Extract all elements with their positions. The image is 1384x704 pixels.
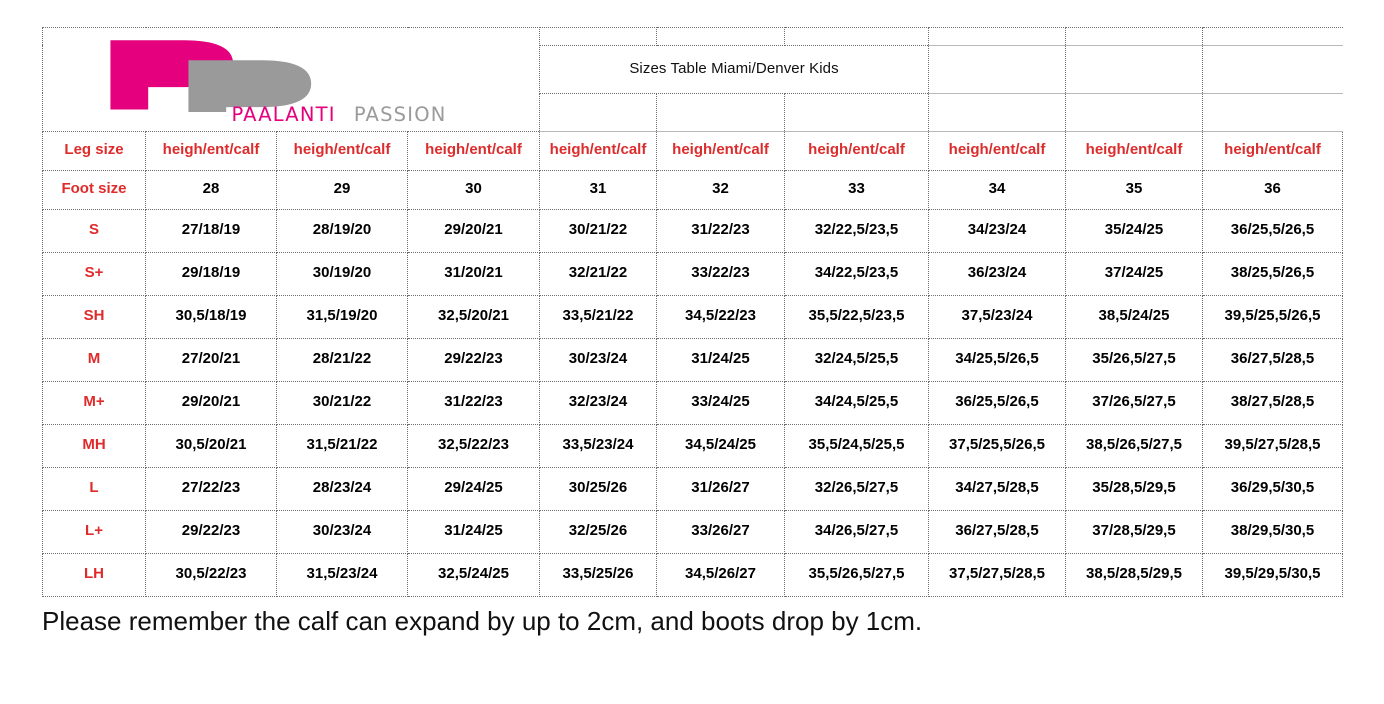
- leg-size-value: SH: [43, 295, 146, 338]
- measure-cell: 34,5/26/27: [657, 553, 785, 596]
- measure-cell: 35/24/25: [1066, 209, 1203, 252]
- leg-size-value: M: [43, 338, 146, 381]
- measure-cell: 34/25,5/26,5: [929, 338, 1066, 381]
- measure-cell: 30,5/18/19: [146, 295, 277, 338]
- leg-size-value: LH: [43, 553, 146, 596]
- measure-cell: 36/25,5/26,5: [1203, 209, 1343, 252]
- header-blank-cell: [657, 28, 785, 46]
- header-blank-cell: [785, 93, 929, 131]
- measure-cell: 36/27,5/28,5: [929, 510, 1066, 553]
- measure-cell: 29/24/25: [408, 467, 540, 510]
- measure-cell: 31/22/23: [408, 381, 540, 424]
- measure-header: heigh/ent/calf: [146, 131, 277, 170]
- measure-cell: 27/20/21: [146, 338, 277, 381]
- measure-cell: 32,5/24/25: [408, 553, 540, 596]
- foot-size-header: 31: [540, 170, 657, 209]
- header-blank-cell: [929, 45, 1066, 93]
- measure-cell: 37/24/25: [1066, 252, 1203, 295]
- header-blank-cell: [1203, 93, 1343, 131]
- leg-size-value: L: [43, 467, 146, 510]
- measure-cell: 31/24/25: [657, 338, 785, 381]
- header-band-row-top: [43, 28, 1343, 46]
- table-row: [43, 424, 1343, 467]
- measure-cell: 36/23/24: [929, 252, 1066, 295]
- measure-cell: 32/25/26: [540, 510, 657, 553]
- measure-cell: 31,5/23/24: [277, 553, 408, 596]
- foot-size-header-row: [43, 170, 1343, 209]
- measure-cell: 39,5/27,5/28,5: [1203, 424, 1343, 467]
- foot-size-header: 34: [929, 170, 1066, 209]
- measure-header: heigh/ent/calf: [1203, 131, 1343, 170]
- measure-cell: 34/24,5/25,5: [785, 381, 929, 424]
- table-row: [43, 553, 1343, 596]
- measure-cell: 30/21/22: [277, 381, 408, 424]
- measure-header: heigh/ent/calf: [408, 131, 540, 170]
- measure-cell: 31/20/21: [408, 252, 540, 295]
- measure-cell: 30/21/22: [540, 209, 657, 252]
- measure-cell: 34,5/24/25: [657, 424, 785, 467]
- measure-cell: 35/26,5/27,5: [1066, 338, 1203, 381]
- measure-cell: 33/26/27: [657, 510, 785, 553]
- measure-cell: 32,5/20/21: [408, 295, 540, 338]
- measure-cell: 34,5/22/23: [657, 295, 785, 338]
- header-blank-cell: [657, 93, 785, 131]
- measure-cell: 29/20/21: [146, 381, 277, 424]
- measure-header: heigh/ent/calf: [929, 131, 1066, 170]
- measure-cell: 38,5/28,5/29,5: [1066, 553, 1203, 596]
- foot-size-header: 28: [146, 170, 277, 209]
- foot-size-header: 32: [657, 170, 785, 209]
- logo-wordmark-secondary: PASSION: [353, 103, 447, 126]
- measure-cell: 36/27,5/28,5: [1203, 338, 1343, 381]
- measure-cell: 35,5/26,5/27,5: [785, 553, 929, 596]
- measure-cell: 37/26,5/27,5: [1066, 381, 1203, 424]
- measure-cell: 31,5/19/20: [277, 295, 408, 338]
- foot-size-header: 35: [1066, 170, 1203, 209]
- measure-cell: 32/24,5/25,5: [785, 338, 929, 381]
- measure-cell: 39,5/29,5/30,5: [1203, 553, 1343, 596]
- leg-size-value: L+: [43, 510, 146, 553]
- measure-cell: 32,5/22/23: [408, 424, 540, 467]
- measure-cell: 37,5/27,5/28,5: [929, 553, 1066, 596]
- measure-cell: 35/28,5/29,5: [1066, 467, 1203, 510]
- table-row: [43, 338, 1343, 381]
- measure-cell: 33,5/23/24: [540, 424, 657, 467]
- foot-size-header: 33: [785, 170, 929, 209]
- measure-header: heigh/ent/calf: [540, 131, 657, 170]
- measure-cell: 31/22/23: [657, 209, 785, 252]
- header-blank-cell: [929, 93, 1066, 131]
- measure-cell: 38/27,5/28,5: [1203, 381, 1343, 424]
- measure-cell: 29/22/23: [146, 510, 277, 553]
- measure-cell: 28/23/24: [277, 467, 408, 510]
- measure-cell: 32/23/24: [540, 381, 657, 424]
- measure-header: heigh/ent/calf: [657, 131, 785, 170]
- measure-cell: 37,5/23/24: [929, 295, 1066, 338]
- measure-cell: 27/22/23: [146, 467, 277, 510]
- measure-cell: 30/23/24: [277, 510, 408, 553]
- measure-cell: 31,5/21/22: [277, 424, 408, 467]
- measure-cell: 30/25/26: [540, 467, 657, 510]
- footer-note: Please remember the calf can expand by up to 2cm, and boots drop by 1cm.: [42, 606, 923, 636]
- measure-cell: 37/28,5/29,5: [1066, 510, 1203, 553]
- header-blank-cell: [929, 28, 1066, 46]
- foot-size-header: 29: [277, 170, 408, 209]
- sizes-table: [42, 27, 1343, 597]
- measure-cell: 36/29,5/30,5: [1203, 467, 1343, 510]
- table-row: [43, 467, 1343, 510]
- header-blank-cell: [540, 28, 657, 46]
- header-blank-cell: [1066, 93, 1203, 131]
- leg-size-value: MH: [43, 424, 146, 467]
- measure-cell: 33,5/21/22: [540, 295, 657, 338]
- leg-size-value: M+: [43, 381, 146, 424]
- measure-cell: 33,5/25/26: [540, 553, 657, 596]
- measure-cell: 34/26,5/27,5: [785, 510, 929, 553]
- logo-p-mark-icon: [101, 34, 431, 112]
- measure-cell: 29/22/23: [408, 338, 540, 381]
- measure-cell: 30,5/20/21: [146, 424, 277, 467]
- measure-header: heigh/ent/calf: [785, 131, 929, 170]
- measure-cell: 36/25,5/26,5: [929, 381, 1066, 424]
- measure-cell: 27/18/19: [146, 209, 277, 252]
- measure-cell: 31/26/27: [657, 467, 785, 510]
- measure-cell: 32/22,5/23,5: [785, 209, 929, 252]
- header-blank-cell: [1066, 45, 1203, 93]
- header-blank-cell: [1066, 28, 1203, 46]
- header-blank-cell: [785, 28, 929, 46]
- measure-cell: 28/21/22: [277, 338, 408, 381]
- measure-cell: 31/24/25: [408, 510, 540, 553]
- measure-header: heigh/ent/calf: [277, 131, 408, 170]
- header-blank-cell: [1203, 45, 1343, 93]
- table-row: [43, 510, 1343, 553]
- measure-cell: 34/27,5/28,5: [929, 467, 1066, 510]
- measure-cell: 30/19/20: [277, 252, 408, 295]
- logo-cell: [43, 28, 540, 132]
- measure-cell: 38,5/26,5/27,5: [1066, 424, 1203, 467]
- table-row: [43, 252, 1343, 295]
- foot-size-header: 30: [408, 170, 540, 209]
- foot-size-label: Foot size: [43, 170, 146, 209]
- measure-cell: 39,5/25,5/26,5: [1203, 295, 1343, 338]
- foot-size-header: 36: [1203, 170, 1343, 209]
- leg-size-label: Leg size: [43, 131, 146, 170]
- measure-cell: 34/22,5/23,5: [785, 252, 929, 295]
- measure-cell: 37,5/25,5/26,5: [929, 424, 1066, 467]
- header-blank-cell: [1203, 28, 1343, 46]
- measure-cell: 30,5/22/23: [146, 553, 277, 596]
- measure-cell: 38/25,5/26,5: [1203, 252, 1343, 295]
- page-title: Sizes Table Miami/Denver Kids: [540, 45, 929, 93]
- table-row: [43, 209, 1343, 252]
- measure-cell: 28/19/20: [277, 209, 408, 252]
- measure-cell: 32/21/22: [540, 252, 657, 295]
- table-row: [43, 381, 1343, 424]
- table-row: [43, 295, 1343, 338]
- brand-logo: [101, 34, 531, 139]
- leg-size-value: S: [43, 209, 146, 252]
- measure-cell: 35,5/22,5/23,5: [785, 295, 929, 338]
- measure-cell: 34/23/24: [929, 209, 1066, 252]
- measure-cell: 35,5/24,5/25,5: [785, 424, 929, 467]
- measure-cell: 32/26,5/27,5: [785, 467, 929, 510]
- measure-header: heigh/ent/calf: [1066, 131, 1203, 170]
- logo-wordmark: [149, 102, 529, 128]
- measure-cell: 38,5/24/25: [1066, 295, 1203, 338]
- header-blank-cell: [540, 93, 657, 131]
- measure-cell: 29/18/19: [146, 252, 277, 295]
- logo-wordmark-primary: PAALANTI: [231, 103, 336, 126]
- measure-cell: 38/29,5/30,5: [1203, 510, 1343, 553]
- measure-cell: 33/22/23: [657, 252, 785, 295]
- measure-cell: 33/24/25: [657, 381, 785, 424]
- measure-cell: 30/23/24: [540, 338, 657, 381]
- leg-size-value: S+: [43, 252, 146, 295]
- measure-cell: 29/20/21: [408, 209, 540, 252]
